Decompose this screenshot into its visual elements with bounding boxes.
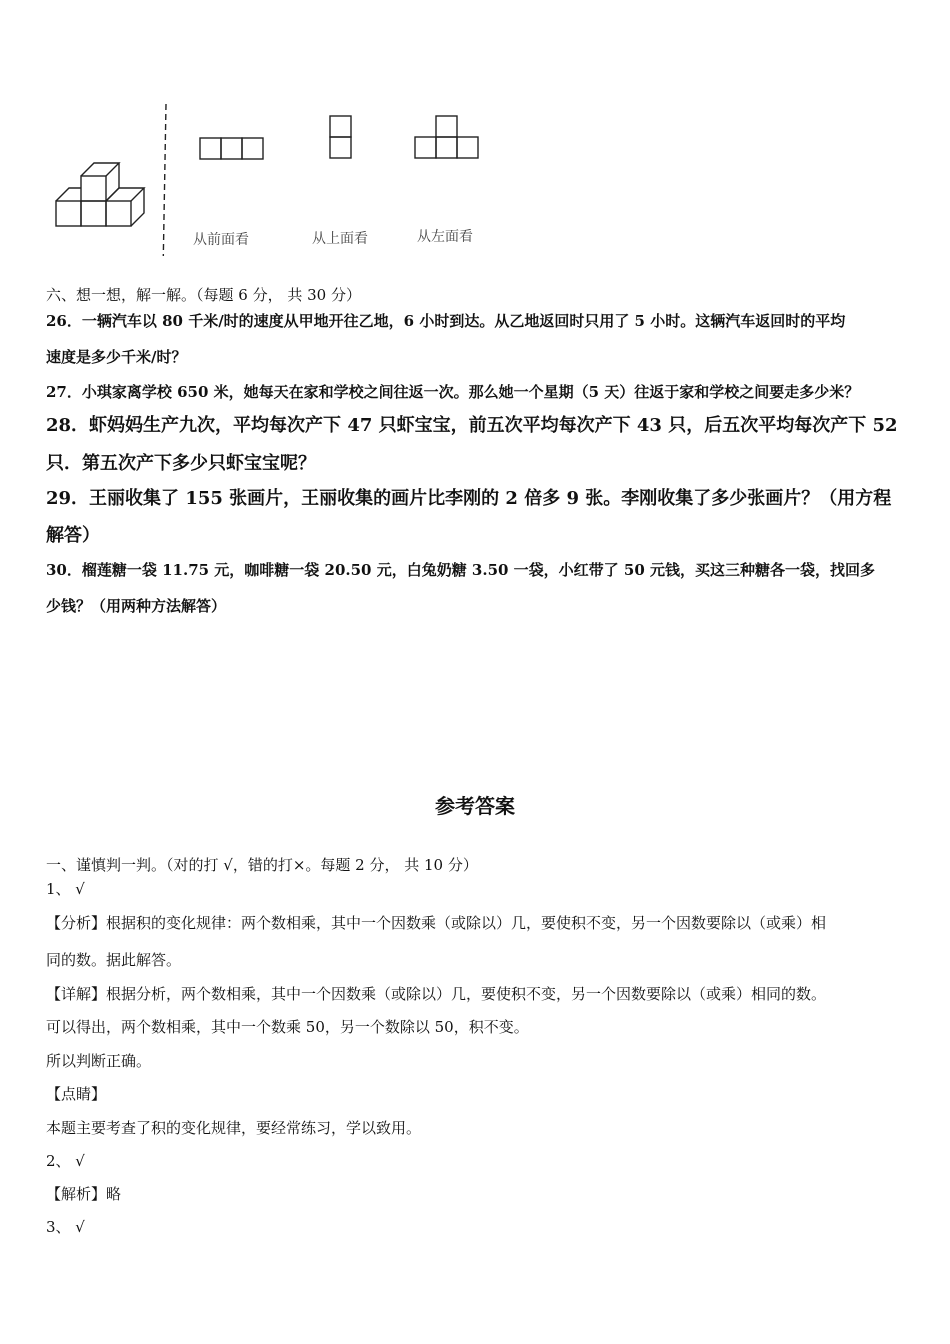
caption-left-view: 从左面看 [417,229,473,245]
answer-1-label: 1、 √ [46,880,85,898]
answer-1-point-label: 【点睛】 [46,1085,107,1103]
question-29-line2: 解答） [46,525,100,546]
answer-1-analysis-line2: 同的数。据此解答。 [46,951,182,969]
question-26-line1: 26．一辆汽车以 80 千米/时的速度从甲地开往乙地，6 小时到达。从乙地返回时只用了 5 小时。这辆汽车返回时的平均 [46,312,846,330]
question-26-line2: 速度是多少千米/时？ [46,348,187,366]
front-view-shape [200,138,263,159]
cube-stack-solid [56,163,144,226]
question-27: 27．小琪家离学校 650 米，她每天在家和学校之间往返一次。那么她一个星期（5 天）往返于家和学校之间要走多少米？ [46,383,860,401]
answer-1-point-text: 本题主要考查了积的变化规律，要经常练习，学以致用。 [46,1119,422,1137]
answer-1-detail-line3: 所以判断正确。 [46,1052,152,1070]
dashed-separator [163,104,166,256]
caption-front-view: 从前面看 [193,232,249,248]
question-28-line2: 只．第五次产下多少只虾宝宝呢？ [46,453,316,474]
question-30-line1: 30．榴莲糖一袋 11.75 元，咖啡糖一袋 20.50 元，白兔奶糖 3.50 一袋，小红带了 50 元钱，买这三种糖各一袋，找回多 [46,561,876,579]
question-29-line1: 29．王丽收集了 155 张画片，王丽收集的画片比李刚的 2 倍多 9 张。李刚收集了多少张画片？（用方程 [46,488,892,509]
question-28-line1: 28．虾妈妈生产九次，平均每次产下 47 只虾宝宝，前五次平均每次产下 43 只，后五次平均每次产下 52 [46,415,898,436]
answers-title: 参考答案 [435,794,515,818]
question-30-line2: 少钱？（用两种方法解答） [46,597,227,615]
caption-top-view: 从上面看 [312,231,368,247]
answer-1-detail-line1: 【详解】根据分析，两个数相乘，其中一个因数乘（或除以）几，要使积不变，另一个因数要除以（或乘）相同的数。 [46,985,827,1003]
top-view-shape [330,116,351,158]
answer-1-analysis-line1: 【分析】根据积的变化规律：两个数相乘，其中一个因数乘（或除以）几，要使积不变，另一个因数要除以（或乘）相 [46,914,827,932]
answer-2-label: 2、 √ [46,1152,85,1170]
answers-section1-header: 一、谨慎判一判。（对的打 √，错的打×。每题 2 分， 共 10 分） [46,856,478,874]
answer-2-analysis: 【解析】略 [46,1185,122,1203]
answer-3-label: 3、 √ [46,1218,85,1236]
section6-header: 六、想一想，解一解。（每题 6 分， 共 30 分） [46,286,361,304]
left-view-shape [415,116,478,158]
answer-1-detail-line2: 可以得出，两个数相乘，其中一个数乘 50，另一个数除以 50，积不变。 [46,1018,529,1036]
three-view-figure [40,96,510,256]
